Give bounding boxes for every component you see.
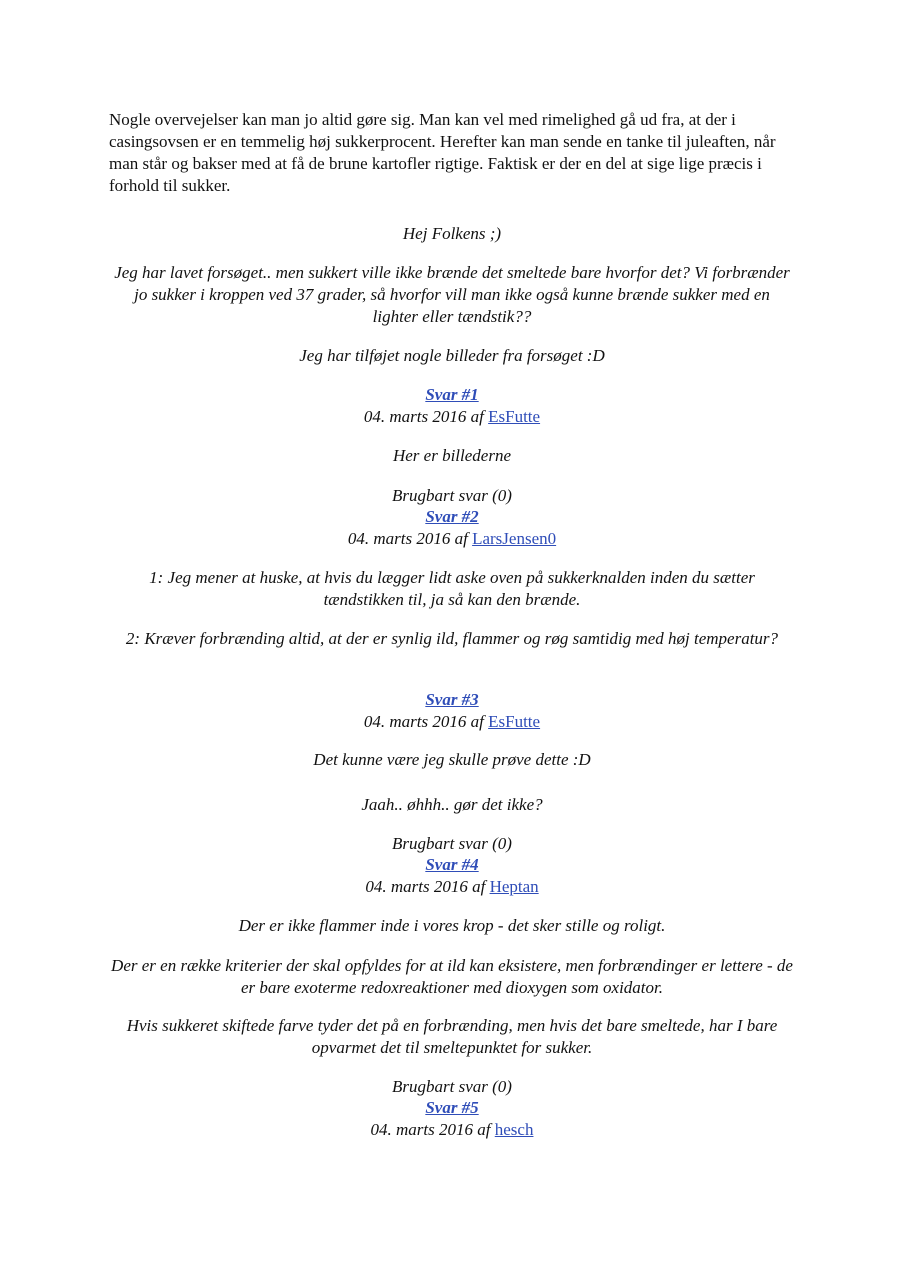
answer-1-header [110,384,794,428]
answer-2-author-link[interactable]: LarsJensen0 [472,529,557,548]
answer-4-byline [110,876,794,898]
answer-4-paragraph-3: Hvis sukkeret skiftede farve tyder det på en forbrænding, men hvis det bare smeltede, har I bare opvarmet det til smeltepunktet for sukker. [126,1016,778,1057]
answer-2-header [110,506,794,550]
answer-2-date: 04. marts 2016 af [347,529,473,548]
answer-1-title-link[interactable]: Svar #1 [425,385,479,404]
answer-3-header [110,689,794,733]
answer-2-paragraph-1: 1: Jeg mener at huske, at hvis du lægger lidt aske oven på sukkerknalden inden du sætter tændstikken til, ja så kan den brænde. [149,568,755,609]
question-images-note: Jeg har tilføjet nogle billeder fra forsøget :D [299,346,605,365]
answer-3-byline [110,711,794,733]
answer-1-date: 04. marts 2016 af [363,407,489,426]
answer-3-date: 04. marts 2016 af [363,712,489,731]
answer-4-header [110,854,794,898]
answer-5-header [110,1097,794,1141]
answer-5-author-link[interactable]: hesch [494,1120,534,1139]
answer-4-useful: Brugbart svar (0) [392,1077,512,1096]
answer-4-title-link[interactable]: Svar #4 [425,855,479,874]
question-body: Jeg har lavet forsøget.. men sukkert ville ikke brænde det smeltede bare hvorfor det? Vi forbrænder jo sukker i kroppen ved 37 grader, så hvorfor vill man ikke også kunne brænde sukker med en lighter eller tændstik?? [114,263,790,326]
answer-2-byline [110,528,794,550]
answer-1-paragraph: Her er billederne [392,446,512,465]
answer-2-paragraph-2: 2: Kræver forbrænding altid, at der er synlig ild, flammer og røg samtidig med høj temperatur? [125,629,779,648]
answer-4-paragraph-2: Der er en række kriterier der skal opfyldes for at ild kan eksistere, men forbrændinger er lettere - de er bare exoterme redoxreaktioner med dioxygen som oxidator. [111,956,793,997]
answer-3-useful: Brugbart svar (0) [392,834,512,853]
answer-4-date: 04. marts 2016 af [365,877,490,896]
answer-4-paragraph-1: Der er ikke flammer inde i vores krop - det sker stille og roligt. [238,916,666,935]
answer-2-title-link[interactable]: Svar #2 [425,507,479,526]
answer-5-title-link[interactable]: Svar #5 [425,1098,479,1117]
answer-1-author-link[interactable]: EsFutte [488,407,541,426]
intro-paragraph: Nogle overvejelser kan man jo altid gøre sig. Man kan vel med rimelighed gå ud fra, at der i casingsovsen er en temmelig høj sukkerprocent. Herefter kan man sende en tanke til juleaften, når man står og bakser med at få de brune kartofler rigtige. Faktisk er der en del at sige lige præcis i forhold til sukker. [109,110,776,195]
question-greeting: Hej Folkens ;) [402,224,502,243]
answer-3-paragraph-2: Jaah.. øhhh.. gør det ikke? [361,795,543,814]
answer-3-paragraph-1: Det kunne være jeg skulle prøve dette :D [313,750,591,769]
answer-3-title-link[interactable]: Svar #3 [425,690,479,709]
answer-1-byline [110,406,794,428]
answer-1-useful: Brugbart svar (0) [392,486,512,505]
answer-5-date: 04. marts 2016 af [370,1120,495,1139]
answer-4-author-link[interactable]: Heptan [489,877,539,896]
answer-5-byline [110,1119,794,1141]
answer-3-author-link[interactable]: EsFutte [488,712,541,731]
